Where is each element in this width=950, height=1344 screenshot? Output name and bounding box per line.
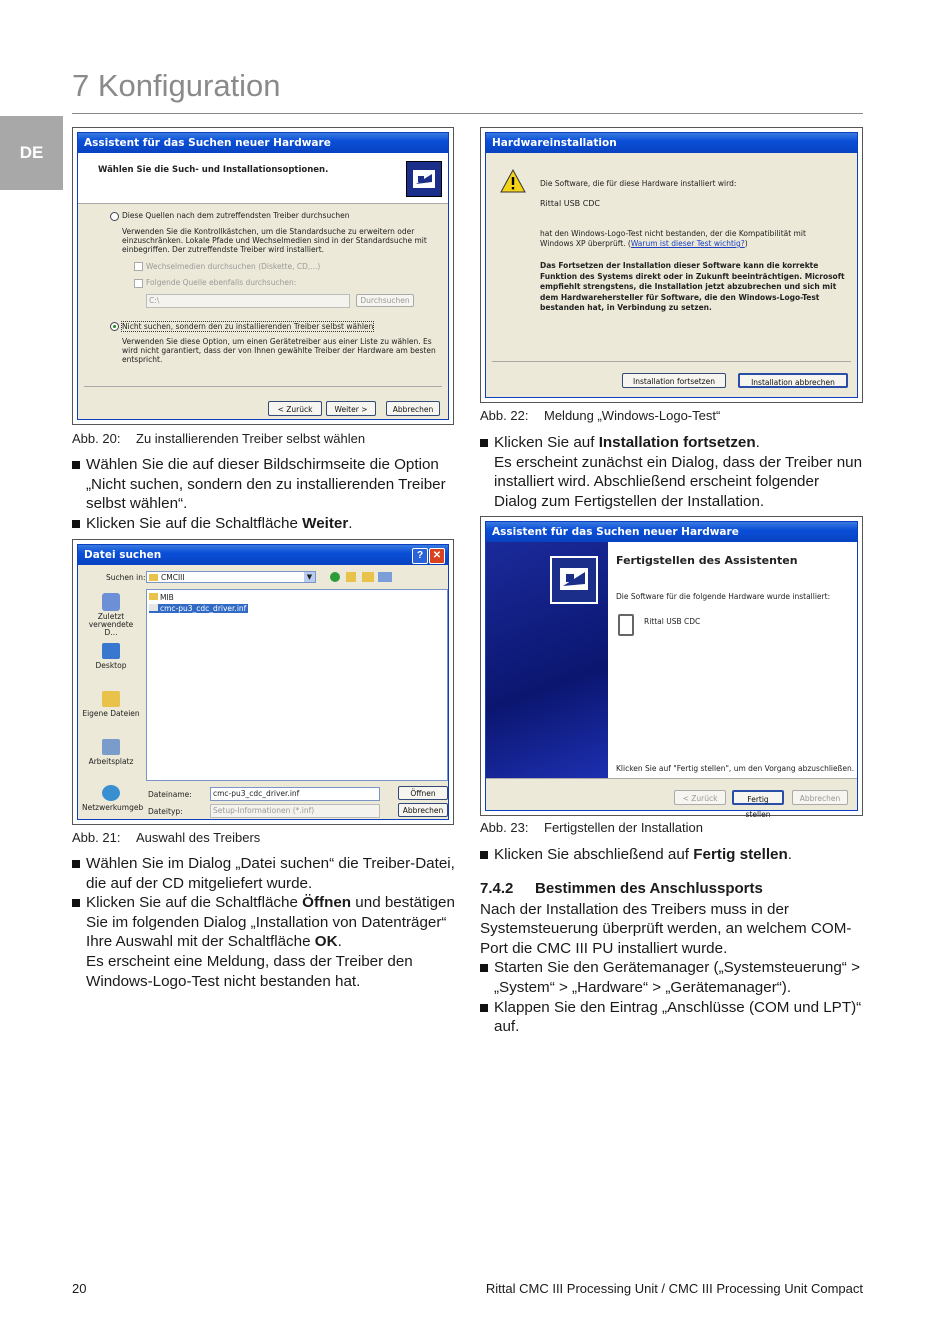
section-number: 7.4.2 xyxy=(480,880,514,897)
search-sources-option[interactable] xyxy=(110,211,438,221)
network-icon xyxy=(102,785,120,801)
back-button[interactable]: < Zurück xyxy=(268,401,322,416)
caption-number: Abb. 21: xyxy=(72,830,121,845)
look-in-select[interactable] xyxy=(146,571,316,583)
checkbox[interactable] xyxy=(134,279,143,288)
dialog-separator xyxy=(492,361,851,362)
dialog-title: Hardwareinstallation xyxy=(486,133,857,153)
next-button[interactable]: Weiter > xyxy=(326,401,376,416)
warning-icon xyxy=(500,169,526,193)
file-item-folder[interactable] xyxy=(149,593,174,602)
section-title: Bestimmen des Anschlussports xyxy=(535,880,763,897)
bullet-item xyxy=(480,845,864,865)
location-path-input[interactable]: C:\ xyxy=(146,294,350,308)
page-number: 20 xyxy=(72,1281,87,1296)
chapter-title: 7 Konfiguration xyxy=(72,68,281,103)
cancel-button[interactable]: Abbrechen xyxy=(792,790,848,805)
choose-driver-label: Nicht suchen, sondern den zu installierenden Treiber selbst wählen xyxy=(122,321,374,331)
bullet-item xyxy=(72,514,456,534)
figure-23-caption xyxy=(480,820,703,835)
filetype-select[interactable]: Setup-Informationen (*.inf) xyxy=(210,804,380,818)
search-sources-description: Verwenden Sie die Kontrollkästchen, um die Standardsuche zu erweitern oder einzuschränken. Lokale Pfade und Wechselmedien sind in der Standardsuche mit einbegriffen. Der zutreffendste Treiber wird installiert. xyxy=(122,226,427,254)
wizard-heading: Fertigstellen des Assistenten xyxy=(616,554,798,567)
dialog-header-band xyxy=(78,153,448,204)
caption-text: Auswahl des Treibers xyxy=(136,830,261,845)
bullet-text: Klicken Sie auf die Schaltfläche xyxy=(86,894,303,912)
place-label: Arbeitsplatz xyxy=(88,757,134,766)
dialog-title: Assistent für das Suchen neuer Hardware xyxy=(486,522,857,542)
bullet-item xyxy=(72,893,456,952)
choose-driver-description: Verwenden Sie diese Option, um einen Gerätetreiber aus einer Liste zu wählen. Es wird nicht garantiert, dass der von Ihnen gewählte Treiber der Hardware am besten entspricht. xyxy=(122,337,436,364)
warning-text: Das Fortsetzen der Installation dieser Software kann die korrekte Funktion des Systems direkt oder in Zukunft beeinträchtigen. Microsoft empfiehlt strengstens, die Installation jetzt abzubrechen und sich mit dem Hardwarehersteller für Software, die den Windows-Logo-Test bestanden hat, in Verbindung zu setzen. xyxy=(540,261,845,312)
caption-number: Abb. 22: xyxy=(480,408,529,423)
radio-button-selected[interactable] xyxy=(110,322,119,331)
caption-text: Meldung „Windows-Logo-Test“ xyxy=(544,408,721,423)
place-recent[interactable] xyxy=(82,593,140,637)
view-menu-icon[interactable] xyxy=(378,572,392,582)
emphasis-finish: Fertig stellen xyxy=(693,846,788,863)
bullet-text: Klicken Sie abschließend auf xyxy=(494,846,694,863)
section-heading xyxy=(480,879,864,899)
bullet-text: Klicken Sie auf xyxy=(494,434,599,451)
look-in-label: Suchen in: xyxy=(106,573,146,582)
file-name: cmc-pu3_cdc_driver.inf xyxy=(160,604,247,613)
emphasis-ok: OK xyxy=(314,933,338,951)
punctuation: . xyxy=(787,846,793,863)
radio-button[interactable] xyxy=(110,212,119,221)
bullet-item xyxy=(480,998,864,1037)
browse-button[interactable]: Durchsuchen xyxy=(356,294,414,307)
back-arrow-icon[interactable] xyxy=(330,572,340,582)
recent-documents-icon xyxy=(102,593,120,611)
installed-text: Die Software für die folgende Hardware wurde installiert: xyxy=(616,592,831,601)
section-7-4-2 xyxy=(480,879,864,1037)
punctuation: . xyxy=(755,434,760,451)
wizard-content xyxy=(608,542,857,778)
emphasis-oeffnen: Öffnen xyxy=(302,894,352,912)
continuation-text: Es erscheint eine Meldung, dass der Treiber den Windows-Logo-Test nicht bestanden hat. xyxy=(86,952,413,990)
bullet-item xyxy=(480,433,864,453)
why-test-link[interactable]: Warum ist dieser Test wichtig? xyxy=(630,239,745,248)
software-line: Die Software, die für diese Hardware installiert wird: xyxy=(540,179,737,188)
filetype-label: Dateityp: xyxy=(148,807,183,816)
emphasis-continue: Installation fortsetzen xyxy=(598,434,756,451)
logo-test-text xyxy=(540,229,840,249)
place-label: Netzwerkumgeb xyxy=(82,803,144,812)
instructions-block-3 xyxy=(480,433,864,511)
finish-hint: Klicken Sie auf "Fertig stellen", um den Vorgang abzuschließen. xyxy=(616,764,855,773)
search-sources-label: Diese Quellen nach dem zutreffendsten Treiber durchsuchen xyxy=(122,211,350,220)
emphasis-weiter: Weiter xyxy=(302,514,349,532)
figure-21-caption xyxy=(72,830,260,845)
places-bar xyxy=(82,589,144,819)
instructions-block-2 xyxy=(72,854,456,991)
caption-text: Fertigstellen der Installation xyxy=(544,820,703,835)
cancel-button[interactable]: Abbrechen xyxy=(386,401,440,416)
figure-23-screenshot xyxy=(480,516,863,819)
help-icon[interactable]: ? xyxy=(412,548,428,564)
dialog-heading: Wählen Sie die Such- und Installationsoptionen. xyxy=(98,165,329,175)
bullet-text: und bestätigen Sie im folgenden Dialog „Installation von Datenträger“ Ihre Auswahl mit der Schaltfläche xyxy=(86,894,455,951)
hardware-installation-dialog xyxy=(485,132,858,398)
dialog-title: Datei suchen xyxy=(78,545,448,565)
bullet-text: Klicken Sie auf die Schaltfläche xyxy=(86,514,303,532)
file-item-selected[interactable] xyxy=(149,604,248,613)
header-rule xyxy=(72,113,863,114)
bullet-item xyxy=(72,854,456,893)
abort-installation-button[interactable]: Installation abbrechen xyxy=(738,373,848,388)
include-location-option[interactable] xyxy=(134,278,438,288)
figure-20-screenshot xyxy=(72,127,454,425)
back-button[interactable]: < Zurück xyxy=(674,790,726,805)
dialog-title: Assistent für das Suchen neuer Hardware xyxy=(78,133,448,153)
place-label: Zuletzt verwendete D... xyxy=(88,612,134,637)
look-in-value: CMCIII xyxy=(161,573,185,582)
instructions-block-4 xyxy=(480,845,864,865)
caption-text: Zu installierenden Treiber selbst wählen xyxy=(136,431,366,446)
footer-product: Rittal CMC III Processing Unit / CMC III Processing Unit Compact xyxy=(485,1281,863,1296)
filename-label: Dateiname: xyxy=(148,790,192,799)
usb-device-icon xyxy=(618,614,634,636)
close-icon[interactable]: ✕ xyxy=(429,548,445,564)
up-folder-icon[interactable] xyxy=(346,572,356,582)
my-documents-icon xyxy=(102,691,120,707)
bullet-text: Klappen Sie den Eintrag „Anschlüsse (COM und LPT)“ auf. xyxy=(494,998,862,1036)
figure-21-screenshot xyxy=(72,539,454,825)
my-computer-icon xyxy=(102,739,120,755)
device-name: Rittal USB CDC xyxy=(540,199,601,208)
removable-media-label: Wechselmedien durchsuchen (Diskette, CD,...) xyxy=(146,261,321,271)
open-button[interactable]: Öffnen xyxy=(398,786,448,800)
folder-icon xyxy=(149,593,158,600)
punctuation: ) xyxy=(744,239,748,248)
punctuation: . xyxy=(337,933,342,951)
place-network[interactable] xyxy=(82,785,144,812)
hardware-wizard-icon xyxy=(406,161,442,197)
caption-number: Abb. 20: xyxy=(72,431,121,446)
filename-input[interactable]: cmc-pu3_cdc_driver.inf xyxy=(210,787,380,801)
caption-number: Abb. 23: xyxy=(480,820,529,835)
chevron-down-icon[interactable]: ▼ xyxy=(304,572,315,582)
figure-20-caption xyxy=(72,431,365,446)
place-my-documents[interactable] xyxy=(82,691,140,718)
file-name: MIB xyxy=(160,593,174,602)
language-tab: DE xyxy=(0,116,63,190)
new-folder-icon[interactable] xyxy=(362,572,374,582)
figure-22-caption xyxy=(480,408,720,423)
bullet-text: Wählen Sie die auf dieser Bildschirmseite die Option „Nicht suchen, sondern den zu installierenden Treiber selbst wählen“. xyxy=(86,456,446,513)
figure-22-screenshot xyxy=(480,127,863,403)
bullet-text: Starten Sie den Gerätemanager („Systemsteuerung“ > „System“ > „Hardware“ > „Gerätemanager“). xyxy=(494,959,860,996)
section-paragraph: Nach der Installation des Treibers muss in der Systemsteuerung überprüft werden, an welchem COM-Port die CMC III PU installiert wurde. xyxy=(480,900,852,957)
cancel-button[interactable]: Abbrechen xyxy=(398,803,448,817)
finish-wizard-dialog xyxy=(485,521,858,819)
instructions-block-1 xyxy=(72,455,456,533)
finish-button[interactable]: Fertig stellen xyxy=(732,790,784,805)
driver-options-dialog xyxy=(77,132,449,420)
hardware-wizard-icon xyxy=(550,556,598,604)
bullet-item xyxy=(72,455,456,514)
file-open-dialog xyxy=(77,544,449,820)
punctuation: . xyxy=(348,514,353,532)
dialog-separator xyxy=(486,778,857,779)
wizard-side-banner xyxy=(486,542,608,778)
inf-file-icon xyxy=(149,604,158,611)
continue-installation-button[interactable]: Installation fortsetzen xyxy=(622,373,726,388)
place-my-computer[interactable] xyxy=(82,739,140,766)
checkbox[interactable] xyxy=(134,262,143,271)
bullet-text: Wählen Sie im Dialog „Datei suchen“ die Treiber-Datei, die auf der CD mitgeliefert wurde. xyxy=(86,855,455,892)
choose-driver-option[interactable] xyxy=(110,322,438,332)
removable-media-option[interactable] xyxy=(134,262,438,272)
bullet-item xyxy=(480,958,864,997)
desktop-icon xyxy=(102,643,120,659)
dialog-separator xyxy=(84,386,442,387)
device-name: Rittal USB CDC xyxy=(644,617,701,626)
place-desktop[interactable] xyxy=(82,643,140,670)
place-label: Eigene Dateien xyxy=(82,709,140,718)
logo-test-sentence: hat den Windows-Logo-Test nicht bestanden, der die Kompatibilität mit Windows XP überprüft. ( xyxy=(540,229,806,248)
place-label: Desktop xyxy=(95,661,127,670)
file-list[interactable] xyxy=(146,589,448,781)
include-location-label: Folgende Quelle ebenfalls durchsuchen: xyxy=(146,278,297,287)
continuation-text: Es erscheint zunächst ein Dialog, dass der Treiber nun installiert wird. Abschließend erscheint folgender Dialog zum Fertigstellen der Installation. xyxy=(494,453,863,510)
folder-icon xyxy=(149,574,158,581)
